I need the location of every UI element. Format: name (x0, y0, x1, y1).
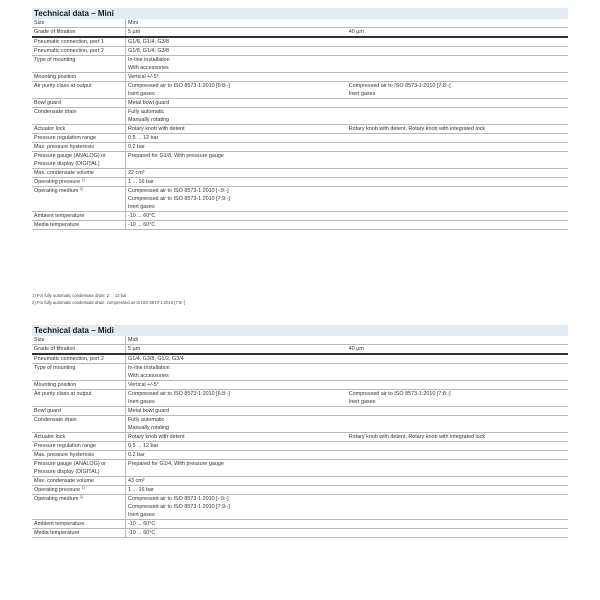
cell-line: Compressed air to ISO 8573-1:2010 [-:9:-] (128, 188, 229, 194)
label-text: Condensate drain (34, 417, 77, 423)
row-label (32, 99, 126, 108)
table-row (32, 433, 568, 442)
value-cell-variant (347, 390, 568, 407)
label-text: Operating medium (34, 188, 79, 194)
cell-line: -10 ... 60°C (128, 222, 156, 228)
value-cell (126, 169, 569, 178)
cell-line: 0.5 ... 12 bar (128, 135, 159, 141)
table-row (32, 442, 568, 451)
cell-line: Metal bowl guard (128, 408, 170, 414)
label-text: Mounting position (34, 74, 77, 80)
row-label (32, 187, 126, 212)
label-text: Max. pressure hysteresis (34, 452, 94, 458)
cell-line: Inert gases (128, 512, 155, 518)
label-line (34, 28, 123, 36)
value-cell-variant (347, 125, 568, 134)
table-row (32, 381, 568, 390)
footnote-ref: 2) (79, 187, 83, 191)
value-cell (126, 47, 569, 56)
row-label (32, 47, 126, 56)
value-cell (126, 460, 569, 477)
table-row (32, 143, 568, 152)
label-text: Operating pressure (34, 179, 81, 185)
label-text: Pressure gauge (ANALOG) or (34, 461, 106, 467)
table-row (32, 187, 568, 212)
size-row (32, 336, 568, 345)
value-cell (126, 486, 569, 495)
value-cell (126, 28, 347, 38)
cell-line: In-line installation (128, 365, 170, 371)
cell-line: 43 cm³ (128, 478, 145, 484)
label-line (34, 486, 123, 494)
label-text: Actuator lock (34, 126, 66, 132)
table-row (32, 169, 568, 178)
cell-line: Compressed air to ISO 8573-1:2010 [-:9:-] (128, 496, 229, 502)
label-line (34, 152, 123, 160)
label-line (34, 169, 123, 177)
table-row (32, 495, 568, 520)
label-text: Grade of filtration (34, 29, 76, 35)
cell-line: Compressed air to ISO 8573-1:2010 [7:8:-] (348, 83, 451, 89)
cell-line: Inert gases (128, 399, 155, 405)
label-line (34, 125, 123, 133)
table-row (32, 125, 568, 134)
cell-line: Compressed air to ISO 8573-1:2010 [7:9:-] (128, 196, 230, 202)
cell-line: With accessories (128, 65, 169, 71)
label-line (34, 477, 123, 485)
cell-line: 1 ... 16 bar (128, 179, 154, 185)
label-text: Pneumatic connection, port 1 (34, 39, 104, 45)
label-line (34, 495, 123, 503)
cell-line: -10 ... 60°C (128, 521, 156, 527)
cell-line: 5 µm (128, 29, 141, 35)
cell-line: Compressed air to ISO 8573-1:2010 [7:8:-] (348, 391, 451, 397)
value-cell (126, 407, 569, 416)
label-line (34, 460, 123, 468)
label-line (34, 381, 123, 389)
cell-line: Fully automatic (128, 109, 165, 115)
row-label (32, 37, 126, 47)
table-row (32, 108, 568, 125)
row-label (32, 477, 126, 486)
table-row (32, 460, 568, 477)
cell-line: Manually rotating (128, 117, 170, 123)
value-cell-variant (347, 28, 568, 38)
label-text: Pressure regulation range (34, 135, 97, 141)
value-cell (126, 212, 569, 221)
table-row (32, 407, 568, 416)
value-cell (126, 520, 569, 529)
footnote-ref: 2) (79, 495, 83, 499)
footnote: 2) For fully automatic condensate drain: compressed air to ISO 8573-1:2010 [7:9:-] (32, 300, 185, 305)
label-text: Pressure gauge (ANALOG) or (34, 153, 106, 159)
footnote-ref: 1) (81, 486, 85, 490)
row-label (32, 486, 126, 495)
label-text: Bowl guard (34, 100, 61, 106)
table-row (32, 345, 568, 355)
size-row (32, 19, 568, 28)
row-label (32, 108, 126, 125)
row-label (32, 212, 126, 221)
label-text: Grade of filtration (34, 346, 76, 352)
value-cell (126, 364, 569, 381)
table-row (32, 364, 568, 381)
value-cell-variant (347, 433, 568, 442)
cell-line: Rotary knob with detent (128, 126, 185, 132)
value-cell (126, 152, 569, 169)
row-label (32, 495, 126, 520)
row-label (32, 364, 126, 381)
row-label (32, 56, 126, 73)
label-line (34, 442, 123, 450)
cell-line: Inert gases (128, 91, 155, 97)
technical-data-mini-section (32, 8, 568, 230)
table-row (32, 477, 568, 486)
label-text: Pressure display (DIGITAL) (34, 469, 100, 475)
label-text: Media temperature (34, 530, 80, 536)
value-cell (126, 37, 569, 47)
label-line (34, 345, 123, 353)
cell-line: Inert gases (348, 91, 376, 97)
table-row (32, 47, 568, 56)
cell-line: Rotary knob with detent, Rotary knob with integrated lock (348, 126, 486, 132)
label-text: Max. condensate volume (34, 170, 94, 176)
cell-line: G1/4, G3/8, G1/2, G3/4 (128, 356, 184, 362)
label-line (34, 468, 123, 476)
table-row (32, 451, 568, 460)
value-cell (126, 143, 569, 152)
label-line (34, 56, 123, 64)
label-text: Pneumatic connection, port 2 (34, 48, 104, 54)
cell-line: Inert gases (128, 204, 155, 210)
label-text: Pneumatic connection, port 2 (34, 356, 104, 362)
spec-table (32, 336, 568, 538)
table-row (32, 82, 568, 99)
size-label: Size (32, 19, 126, 28)
value-cell (126, 529, 569, 538)
label-text: Operating medium (34, 496, 79, 502)
value-cell (126, 125, 347, 134)
value-cell (126, 381, 569, 390)
cell-line: Metal bowl guard (128, 100, 170, 106)
label-line (34, 529, 123, 537)
value-cell (126, 187, 569, 212)
cell-line: Compressed air to ISO 8573-1:2010 [6:8:-] (128, 391, 230, 397)
label-line (34, 160, 123, 168)
cell-line: Compressed air to ISO 8573-1:2010 [6:8:-] (128, 83, 230, 89)
label-text: Pressure regulation range (34, 443, 97, 449)
value-cell (126, 442, 569, 451)
value-cell (126, 82, 347, 99)
footnote: 1) For fully automatic condensate drain: 2 ... 12 bar (32, 293, 127, 298)
cell-line: Rotary knob with detent, Rotary knob with integrated lock (348, 434, 486, 440)
footnotes (32, 292, 185, 306)
value-cell (126, 134, 569, 143)
label-line (34, 212, 123, 220)
label-line (34, 407, 123, 415)
table-row (32, 520, 568, 529)
table-row (32, 134, 568, 143)
section-title: Technical data – Mini (32, 8, 568, 19)
row-label (32, 82, 126, 99)
cell-line: 22 cm³ (128, 170, 145, 176)
label-text: Max. pressure hysteresis (34, 144, 94, 150)
label-line (34, 390, 123, 398)
table-row (32, 73, 568, 82)
label-line (34, 178, 123, 186)
table-row (32, 221, 568, 230)
cell-line: With accessories (128, 373, 169, 379)
value-cell (126, 495, 569, 520)
size-value: Mini (126, 19, 569, 28)
label-text: Operating pressure (34, 487, 81, 493)
row-label (32, 390, 126, 407)
label-line (34, 134, 123, 142)
value-cell (126, 416, 569, 433)
label-line (34, 108, 123, 116)
label-text: Pressure display (DIGITAL) (34, 161, 100, 167)
cell-line: 5 µm (128, 346, 141, 352)
cell-line: 40 µm (348, 346, 364, 352)
row-label (32, 451, 126, 460)
label-line (34, 47, 123, 55)
row-label (32, 416, 126, 433)
technical-data-midi-section (32, 325, 568, 538)
table-row (32, 152, 568, 169)
row-label (32, 529, 126, 538)
value-cell (126, 477, 569, 486)
label-text: Max. condensate volume (34, 478, 94, 484)
size-value: Midi (126, 336, 569, 345)
table-row (32, 486, 568, 495)
label-line (34, 416, 123, 424)
table-row (32, 56, 568, 73)
cell-line: 0.5 ... 12 bar (128, 443, 159, 449)
cell-line: Vertical +/-5° (128, 382, 159, 388)
table-row (32, 390, 568, 407)
table-row (32, 178, 568, 187)
row-label (32, 169, 126, 178)
label-text: Mounting position (34, 382, 77, 388)
table-row (32, 354, 568, 364)
row-label (32, 28, 126, 38)
label-text: Type of mounting (34, 365, 76, 371)
label-line (34, 520, 123, 528)
label-line (34, 451, 123, 459)
value-cell (126, 451, 569, 460)
cell-line: Prepared for G1/8, With pressure gauge (128, 153, 224, 159)
cell-line: Fully automatic (128, 417, 165, 423)
row-label (32, 73, 126, 82)
row-label (32, 152, 126, 169)
label-line (34, 38, 123, 46)
footnote-ref: 1) (81, 178, 85, 182)
row-label (32, 460, 126, 477)
table-row (32, 529, 568, 538)
row-label (32, 520, 126, 529)
label-line (34, 73, 123, 81)
label-text: Media temperature (34, 222, 80, 228)
cell-line: Vertical +/-5° (128, 74, 159, 80)
row-label (32, 354, 126, 364)
label-text: Air purity class at output (34, 391, 92, 397)
label-text: Actuator lock (34, 434, 66, 440)
cell-line: Inert gases (348, 399, 376, 405)
cell-line: G1/8, G1/4, G3/8 (128, 48, 170, 54)
value-cell (126, 73, 569, 82)
row-label (32, 143, 126, 152)
cell-line: 40 µm (348, 29, 364, 35)
table-row (32, 99, 568, 108)
label-text: Ambient temperature (34, 213, 85, 219)
row-label (32, 125, 126, 134)
value-cell (126, 108, 569, 125)
row-label (32, 345, 126, 355)
size-label: Size (32, 336, 126, 345)
label-text: Type of mounting (34, 57, 76, 63)
label-line (34, 221, 123, 229)
label-line (34, 99, 123, 107)
value-cell-variant (347, 82, 568, 99)
cell-line: Prepared for G1/4, With pressure gauge (128, 461, 224, 467)
row-label (32, 381, 126, 390)
row-label (32, 221, 126, 230)
label-line (34, 82, 123, 90)
cell-line: 0.2 bar (128, 144, 145, 150)
cell-line: Manually rotating (128, 425, 170, 431)
value-cell (126, 99, 569, 108)
cell-line: In-line installation (128, 57, 170, 63)
value-cell (126, 56, 569, 73)
row-label (32, 407, 126, 416)
value-cell-variant (347, 345, 568, 355)
cell-line: Compressed air to ISO 8573-1:2010 [7:9:-] (128, 504, 230, 510)
cell-line: -10 ... 60°C (128, 530, 156, 536)
label-line (34, 355, 123, 363)
label-line (34, 143, 123, 151)
cell-line: 0.2 bar (128, 452, 145, 458)
label-text: Air purity class at output (34, 83, 92, 89)
row-label (32, 178, 126, 187)
row-label (32, 433, 126, 442)
section-title: Technical data – Midi (32, 325, 568, 336)
value-cell (126, 178, 569, 187)
table-row (32, 37, 568, 47)
spec-table (32, 19, 568, 230)
table-row (32, 28, 568, 38)
row-label (32, 134, 126, 143)
value-cell (126, 221, 569, 230)
value-cell (126, 345, 347, 355)
value-cell (126, 433, 347, 442)
label-line (34, 433, 123, 441)
row-label (32, 442, 126, 451)
cell-line: Rotary knob with detent (128, 434, 185, 440)
value-cell (126, 390, 347, 407)
cell-line: G1/8, G1/4, G3/8 (128, 39, 170, 45)
label-text: Ambient temperature (34, 521, 85, 527)
table-row (32, 212, 568, 221)
value-cell (126, 354, 569, 364)
cell-line: 1 ... 16 bar (128, 487, 154, 493)
label-text: Bowl guard (34, 408, 61, 414)
cell-line: -10 ... 60°C (128, 213, 156, 219)
label-line (34, 187, 123, 195)
table-row (32, 416, 568, 433)
label-line (34, 364, 123, 372)
label-text: Condensate drain (34, 109, 77, 115)
